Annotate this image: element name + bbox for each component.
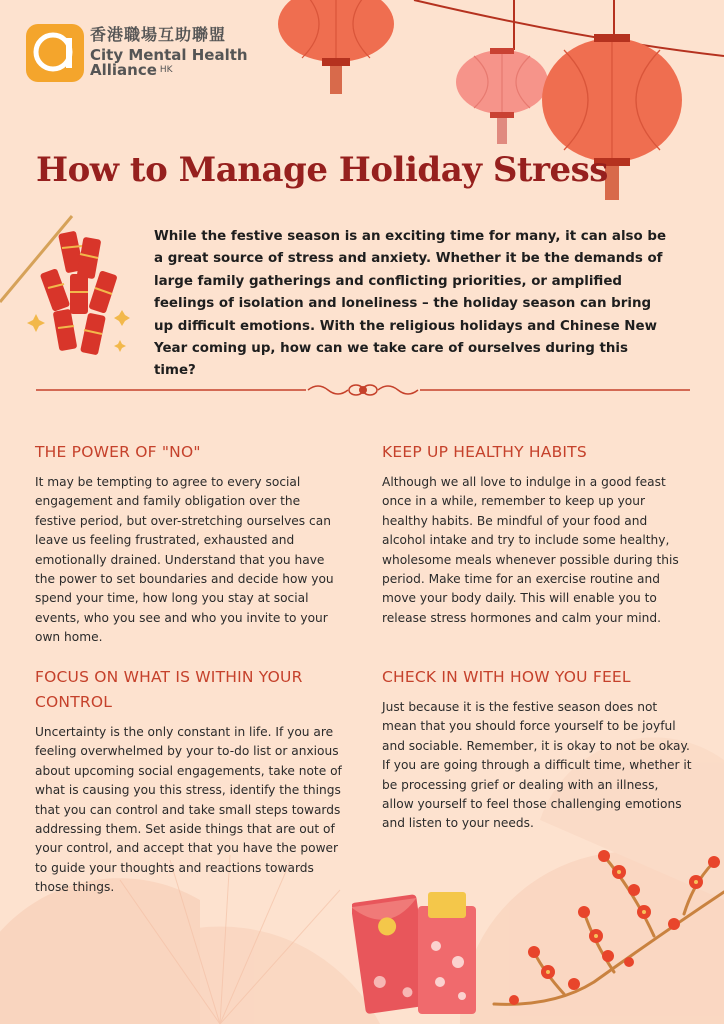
plum-blossom-branch-icon <box>484 832 724 1022</box>
section-body: Uncertainty is the only constant in life. If you are feeling overwhelmed by your to-do list or anxious about upcoming social engagements, take note of what is causing you this stress, identify the things that you can control and take small steps towards addressing them. Set aside things that are out of your control, and accept that you have the power to guide your thoughts and reactions towards those things. <box>35 725 342 895</box>
logo-english-name-line1: City Mental Health <box>90 45 248 64</box>
section-body: Although we all love to indulge in a good feast once in a while, remember to keep up your healthy habits. Be mindful of your food and alcohol intake and try to include some healthy, wholesome meals whenever possible during this period. Make time for an exercise routine and move your body daily. This will enable you to release stress hormones and calm your mind. <box>382 475 679 625</box>
logo <box>26 24 248 82</box>
section-heading: FOCUS ON WHAT IS WITHIN YOUR CONTROL <box>35 668 303 711</box>
section-healthy-habits <box>382 440 692 628</box>
section-heading: THE POWER OF "NO" <box>35 443 201 461</box>
ornamental-divider-icon <box>36 380 690 400</box>
logo-mark-icon <box>26 24 84 82</box>
section-heading: CHECK IN WITH HOW YOU FEEL <box>382 668 631 686</box>
section-within-control <box>35 665 345 898</box>
section-body: It may be tempting to agree to every social engagement and family obligation over the festive period, but over-stretching ourselves can leave us feeling frustrated, exhausted and emotionally drained. Understand that you have the power to set boundaries and decide how you spend your time, how long you stay at social events, who you see and who you invite to your own home. <box>35 475 334 645</box>
red-envelope-icon <box>352 884 482 1018</box>
section-heading: KEEP UP HEALTHY HABITS <box>382 443 587 461</box>
section-check-in <box>382 665 692 834</box>
logo-region: HK <box>159 65 173 76</box>
section-power-of-no <box>35 440 345 648</box>
logo-english-name-line2: Alliance <box>90 61 157 80</box>
firecracker-icon <box>0 210 140 360</box>
page-title: How to Manage Holiday Stress <box>36 150 608 190</box>
intro-paragraph: While the festive season is an exciting time for many, it can also be a great source of stress and anxiety. Whether it be the demands of large family gatherings and conflicting priorities, or amplified feelings of isolation and loneliness – the holiday season can bring up difficult emotions. With the religious holidays and Chinese New Year coming up, how can we take care of ourselves during this time? <box>154 229 667 379</box>
section-body: Just because it is the festive season does not mean that you should force yourself to be joyful and sociable. Remember, it is okay to not be okay. If you are going through a difficult time, whether it be processing grief or dealing with an illness, allow yourself to feel those challenging emotions and listen to your needs. <box>382 700 692 831</box>
logo-chinese-name: 香港職場互助聯盟 <box>90 24 227 44</box>
